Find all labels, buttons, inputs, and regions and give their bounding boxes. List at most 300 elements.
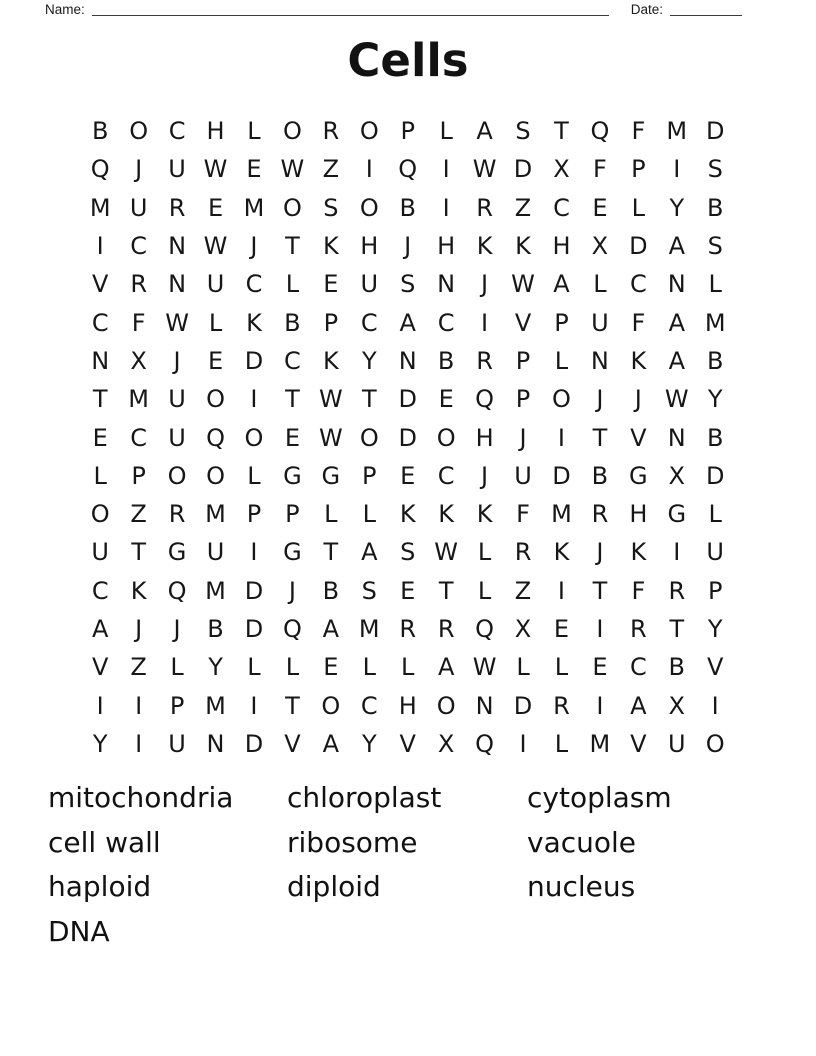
grid-letter-r3-c4: E bbox=[207, 193, 224, 222]
grid-letter-r12-c9: S bbox=[400, 538, 416, 567]
grid-letter-r16-c2: I bbox=[135, 691, 143, 720]
grid-letter-r5-c10: N bbox=[437, 270, 456, 299]
grid-letter-r3-c17: B bbox=[706, 193, 724, 222]
grid-letter-r14-c4: B bbox=[207, 615, 224, 643]
grid-letter-r16-c15: A bbox=[630, 691, 647, 720]
grid-letter-r4-c16: A bbox=[668, 232, 685, 261]
grid-letter-r7-c10: B bbox=[437, 346, 455, 375]
grid-letter-r10-c13: D bbox=[552, 461, 571, 490]
grid-letter-r9-c9: D bbox=[398, 423, 417, 452]
grid-letter-r10-c1: L bbox=[93, 461, 107, 490]
grid-letter-r17-c3: U bbox=[168, 729, 186, 758]
grid-letter-r4-c9: J bbox=[404, 232, 412, 261]
grid-letter-r13-c6: J bbox=[288, 576, 296, 605]
grid-letter-r9-c8: O bbox=[359, 423, 379, 452]
grid-letter-r15-c12: L bbox=[516, 653, 530, 682]
grid-letter-r2-c1: Q bbox=[90, 155, 110, 184]
grid-letter-r4-c3: N bbox=[168, 232, 187, 261]
word-item: diploid bbox=[287, 870, 381, 904]
grid-letter-r3-c1: M bbox=[89, 193, 111, 222]
grid-letter-r4-c10: H bbox=[437, 232, 456, 261]
grid-letter-r10-c8: P bbox=[362, 461, 377, 490]
grid-letter-r14-c5: D bbox=[244, 615, 264, 643]
grid-letter-r15-c6: L bbox=[285, 653, 300, 682]
grid-letter-r13-c3: Q bbox=[167, 576, 187, 605]
grid-letter-r14-c9: R bbox=[399, 615, 417, 643]
grid-letter-r2-c15: P bbox=[631, 155, 646, 184]
grid-letter-r5-c2: R bbox=[130, 270, 147, 299]
grid-letter-r5-c15: C bbox=[629, 270, 647, 299]
grid-letter-r13-c14: T bbox=[592, 576, 608, 605]
grid-letter-r15-c17: V bbox=[707, 653, 724, 682]
grid-letter-r12-c3: G bbox=[167, 538, 187, 567]
grid-letter-r8-c17: Y bbox=[707, 385, 723, 414]
grid-letter-r7-c9: N bbox=[398, 346, 417, 375]
grid-letter-r16-c5: I bbox=[250, 691, 258, 720]
grid-letter-r12-c13: K bbox=[553, 538, 570, 567]
grid-letter-r16-c13: R bbox=[553, 691, 570, 720]
grid-letter-r5-c5: C bbox=[245, 270, 263, 299]
grid-letter-r13-c2: K bbox=[130, 576, 147, 605]
grid-letter-r9-c15: V bbox=[630, 423, 647, 452]
grid-letter-r11-c13: M bbox=[551, 500, 572, 529]
grid-letter-r4-c2: C bbox=[130, 232, 148, 261]
grid-letter-r6-c16: A bbox=[668, 308, 685, 337]
grid-letter-r11-c15: H bbox=[629, 500, 648, 529]
grid-letter-r17-c9: V bbox=[399, 729, 416, 758]
grid-letter-r2-c17: S bbox=[707, 155, 723, 184]
grid-letter-r17-c4: N bbox=[206, 729, 225, 758]
grid-letter-r8-c1: T bbox=[92, 385, 108, 414]
grid-letter-r13-c16: R bbox=[668, 576, 686, 605]
grid-letter-r7-c11: R bbox=[476, 346, 493, 375]
grid-letter-r16-c1: I bbox=[96, 691, 104, 720]
grid-letter-r1-c2: O bbox=[129, 117, 149, 146]
grid-letter-r14-c14: I bbox=[596, 615, 604, 643]
grid-letter-r1-c9: P bbox=[400, 117, 415, 146]
grid-letter-r15-c16: B bbox=[668, 653, 686, 682]
grid-letter-r7-c14: N bbox=[590, 346, 609, 375]
grid-letter-r6-c4: L bbox=[208, 308, 223, 337]
grid-letter-r8-c2: M bbox=[128, 385, 150, 414]
grid-letter-r16-c8: C bbox=[360, 691, 378, 720]
grid-letter-r13-c9: E bbox=[400, 576, 416, 605]
grid-letter-r4-c5: J bbox=[250, 232, 258, 261]
grid-letter-r2-c11: W bbox=[472, 155, 497, 184]
grid-letter-r5-c1: V bbox=[92, 270, 109, 299]
grid-letter-r3-c13: C bbox=[553, 193, 570, 222]
grid-letter-r10-c14: B bbox=[591, 461, 609, 490]
grid-letter-r1-c15: F bbox=[631, 117, 646, 146]
grid-letter-r2-c16: I bbox=[673, 155, 681, 184]
grid-letter-r1-c4: H bbox=[206, 117, 225, 146]
grid-letter-r14-c10: R bbox=[437, 615, 455, 643]
grid-letter-r11-c10: K bbox=[438, 500, 455, 529]
grid-letter-r1-c11: A bbox=[476, 117, 493, 146]
grid-letter-r9-c10: O bbox=[436, 423, 456, 452]
date-label: Date: bbox=[630, 2, 663, 17]
grid-letter-r7-c4: E bbox=[207, 346, 224, 375]
grid-letter-r11-c14: R bbox=[591, 500, 609, 529]
grid-letter-r3-c3: R bbox=[168, 193, 186, 222]
grid-letter-r16-c16: X bbox=[668, 691, 685, 720]
grid-letter-r4-c8: H bbox=[360, 232, 379, 261]
grid-letter-r10-c12: U bbox=[514, 461, 532, 490]
grid-letter-r15-c8: L bbox=[362, 653, 376, 682]
grid-letter-r4-c7: K bbox=[322, 232, 339, 261]
grid-letter-r6-c10: C bbox=[437, 308, 455, 337]
grid-letter-r3-c10: I bbox=[442, 193, 450, 222]
grid-letter-r13-c17: P bbox=[707, 576, 723, 605]
grid-letter-r10-c17: D bbox=[705, 461, 725, 490]
word-item: cytoplasm bbox=[527, 781, 672, 814]
grid-letter-r16-c14: I bbox=[596, 691, 604, 720]
grid-letter-r14-c2: J bbox=[135, 615, 143, 643]
grid-letter-r1-c10: L bbox=[439, 117, 453, 146]
grid-letter-r13-c7: B bbox=[322, 576, 340, 605]
grid-letter-r6-c13: P bbox=[554, 308, 569, 337]
word-item: DNA bbox=[48, 914, 110, 948]
grid-letter-r5-c13: A bbox=[553, 270, 570, 299]
grid-letter-r12-c16: I bbox=[673, 538, 681, 567]
word-item: mitochondria bbox=[48, 781, 234, 814]
word-list-column-3 bbox=[527, 776, 672, 910]
grid-letter-r17-c17: O bbox=[705, 729, 725, 758]
grid-letter-r8-c13: O bbox=[552, 385, 571, 414]
grid-letter-r12-c6: G bbox=[283, 538, 302, 567]
grid-letter-r15-c4: Y bbox=[208, 653, 223, 682]
grid-letter-r9-c5: O bbox=[244, 423, 264, 452]
grid-letter-r1-c17: D bbox=[705, 117, 725, 146]
word-item: ribosome bbox=[287, 825, 418, 859]
grid-letter-r12-c12: R bbox=[514, 538, 532, 567]
grid-letter-r9-c14: T bbox=[592, 423, 608, 452]
grid-letter-r11-c6: P bbox=[285, 500, 300, 529]
grid-letter-r9-c13: I bbox=[557, 423, 565, 452]
grid-letter-r12-c14: J bbox=[596, 538, 604, 567]
grid-letter-r6-c6: B bbox=[284, 308, 301, 337]
grid-letter-r12-c2: T bbox=[131, 538, 146, 567]
word-item: vacuole bbox=[527, 825, 637, 859]
grid-letter-r5-c9: S bbox=[400, 270, 416, 299]
grid-letter-r1-c1: B bbox=[91, 117, 109, 146]
grid-letter-r12-c10: W bbox=[434, 538, 459, 567]
grid-letter-r14-c1: A bbox=[92, 615, 109, 643]
grid-letter-r6-c3: W bbox=[165, 308, 189, 337]
grid-letter-r11-c5: P bbox=[246, 500, 262, 529]
grid-letter-r9-c3: U bbox=[168, 423, 186, 452]
grid-letter-r13-c8: S bbox=[361, 576, 377, 605]
grid-letter-r16-c7: O bbox=[321, 691, 341, 720]
grid-letter-r15-c2: Z bbox=[130, 653, 147, 682]
grid-letter-r11-c2: Z bbox=[130, 500, 147, 529]
grid-letter-r8-c3: U bbox=[168, 385, 186, 414]
grid-letter-r6-c1: C bbox=[91, 308, 109, 337]
grid-letter-r12-c1: U bbox=[91, 538, 109, 567]
date-blank-line bbox=[670, 2, 742, 16]
grid-letter-r5-c14: L bbox=[593, 270, 607, 299]
grid-letter-r5-c8: U bbox=[360, 270, 379, 299]
grid-letter-r6-c7: P bbox=[323, 308, 339, 337]
grid-letter-r14-c11: Q bbox=[475, 615, 495, 643]
grid-letter-r4-c4: W bbox=[203, 232, 228, 261]
grid-letter-r9-c16: N bbox=[667, 423, 686, 452]
grid-letter-r8-c4: O bbox=[206, 385, 225, 414]
grid-letter-r10-c15: G bbox=[629, 461, 648, 490]
grid-letter-r2-c3: U bbox=[168, 155, 186, 184]
grid-letter-r4-c14: X bbox=[591, 232, 609, 261]
grid-letter-r6-c14: U bbox=[591, 308, 609, 337]
grid-letter-r12-c7: T bbox=[323, 538, 339, 567]
grid-letter-r8-c9: D bbox=[398, 385, 417, 414]
grid-letter-r16-c6: T bbox=[285, 691, 300, 720]
grid-letter-r14-c13: E bbox=[553, 615, 570, 643]
grid-letter-r5-c11: J bbox=[481, 270, 489, 299]
grid-letter-r8-c8: T bbox=[361, 385, 377, 414]
grid-letter-r17-c11: Q bbox=[475, 729, 495, 758]
grid-letter-r6-c15: F bbox=[631, 308, 646, 337]
grid-letter-r16-c11: N bbox=[475, 691, 494, 720]
grid-letter-r1-c6: O bbox=[282, 117, 302, 146]
grid-letter-r10-c3: O bbox=[167, 461, 187, 490]
grid-letter-r10-c4: O bbox=[206, 461, 225, 490]
grid-letter-r4-c15: D bbox=[629, 232, 648, 261]
grid-letter-r12-c11: L bbox=[477, 538, 492, 567]
word-list-column-2 bbox=[287, 776, 527, 910]
name-label: Name: bbox=[45, 2, 85, 17]
grid-letter-r13-c12: Z bbox=[514, 576, 532, 605]
grid-letter-r3-c15: L bbox=[631, 193, 646, 222]
grid-letter-r14-c15: R bbox=[630, 615, 647, 643]
grid-letter-r10-c9: E bbox=[400, 461, 416, 490]
grid-letter-r17-c15: V bbox=[630, 729, 647, 758]
grid-letter-r12-c4: U bbox=[206, 538, 225, 567]
grid-letter-r17-c8: Y bbox=[361, 729, 377, 758]
grid-letter-r2-c4: W bbox=[203, 155, 228, 184]
grid-letter-r8-c16: W bbox=[664, 385, 689, 414]
grid-letter-r9-c12: J bbox=[519, 423, 527, 452]
word-list bbox=[48, 776, 672, 954]
grid-letter-r3-c7: S bbox=[323, 193, 339, 222]
grid-letter-r12-c17: U bbox=[706, 538, 724, 567]
grid-letter-r17-c7: A bbox=[322, 729, 340, 758]
grid-letter-r13-c15: F bbox=[631, 576, 646, 605]
grid-letter-r8-c14: J bbox=[596, 385, 604, 414]
grid-letter-r13-c13: I bbox=[557, 576, 565, 605]
grid-letter-r6-c2: F bbox=[131, 308, 146, 337]
grid-letter-r15-c10: A bbox=[437, 653, 455, 682]
grid-letter-r7-c13: L bbox=[554, 346, 569, 375]
grid-letter-r8-c6: T bbox=[285, 385, 300, 414]
grid-letter-r3-c12: Z bbox=[514, 193, 532, 222]
grid-letter-r12-c8: A bbox=[361, 538, 378, 567]
name-blank-line bbox=[92, 2, 609, 16]
grid-letter-r2-c7: Z bbox=[322, 155, 340, 184]
grid-letter-r7-c2: X bbox=[130, 346, 147, 375]
grid-letter-r10-c16: X bbox=[668, 461, 685, 490]
word-list-column-1 bbox=[48, 776, 287, 954]
grid-letter-r5-c3: N bbox=[168, 270, 187, 299]
grid-letter-r7-c3: J bbox=[173, 346, 181, 375]
grid-letter-r10-c7: G bbox=[321, 461, 341, 490]
grid-letter-r11-c7: L bbox=[324, 500, 338, 529]
grid-letter-r11-c12: F bbox=[516, 500, 530, 529]
grid-letter-r11-c8: L bbox=[362, 500, 376, 529]
grid-letter-r4-c12: K bbox=[515, 232, 531, 261]
grid-letter-r16-c9: H bbox=[398, 691, 417, 720]
grid-letter-r15-c5: L bbox=[247, 653, 261, 682]
grid-letter-r14-c16: T bbox=[669, 615, 685, 643]
grid-letter-r3-c16: Y bbox=[669, 193, 685, 222]
grid-letter-r11-c11: K bbox=[476, 500, 493, 529]
grid-letter-r5-c17: L bbox=[708, 270, 722, 299]
grid-letter-r16-c17: I bbox=[711, 691, 719, 720]
grid-letter-r10-c6: G bbox=[283, 461, 302, 490]
grid-letter-r9-c11: H bbox=[475, 423, 494, 452]
grid-letter-r17-c12: I bbox=[519, 729, 527, 758]
grid-letter-r16-c3: P bbox=[169, 691, 185, 720]
grid-letter-r4-c11: K bbox=[476, 232, 493, 261]
word-item: nucleus bbox=[527, 870, 636, 904]
grid-letter-r11-c9: K bbox=[399, 500, 416, 529]
grid-letter-r8-c11: Q bbox=[475, 385, 495, 414]
grid-letter-r14-c6: Q bbox=[282, 615, 302, 643]
grid-letter-r5-c12: W bbox=[511, 270, 535, 299]
grid-letter-r16-c12: D bbox=[513, 691, 533, 720]
grid-letter-r11-c3: R bbox=[168, 500, 186, 529]
grid-letter-r6-c17: M bbox=[704, 308, 726, 337]
grid-letter-r9-c6: E bbox=[284, 423, 300, 452]
grid-letter-r3-c2: U bbox=[129, 193, 148, 222]
grid-letter-r10-c5: L bbox=[247, 461, 261, 490]
word-item: cell wall bbox=[48, 825, 161, 859]
grid-letter-r16-c4: M bbox=[205, 691, 226, 720]
grid-letter-r13-c11: L bbox=[477, 576, 492, 605]
grid-letter-r17-c5: D bbox=[244, 729, 264, 758]
grid-letter-r8-c12: P bbox=[515, 385, 531, 414]
grid-letter-r1-c16: M bbox=[666, 117, 688, 146]
grid-letter-r7-c12: P bbox=[515, 346, 531, 375]
grid-letter-r15-c13: L bbox=[554, 653, 569, 682]
grid-letter-r1-c3: C bbox=[168, 117, 186, 146]
grid-letter-r1-c7: R bbox=[322, 117, 340, 146]
grid-letter-r2-c2: J bbox=[135, 155, 143, 184]
grid-letter-r8-c15: J bbox=[634, 385, 642, 414]
word-item: chloroplast bbox=[287, 781, 442, 814]
grid-letter-r15-c11: W bbox=[472, 653, 497, 682]
grid-letter-r17-c1: Y bbox=[92, 729, 108, 758]
page-header bbox=[45, 2, 742, 18]
grid-letter-r15-c15: C bbox=[629, 653, 647, 682]
grid-letter-r7-c5: D bbox=[244, 346, 264, 375]
grid-letter-r9-c17: B bbox=[706, 423, 724, 452]
grid-letter-r17-c14: M bbox=[589, 729, 611, 758]
grid-letter-r3-c8: O bbox=[359, 193, 379, 222]
grid-letter-r11-c17: L bbox=[708, 500, 722, 529]
grid-letter-r14-c12: X bbox=[514, 615, 532, 643]
letter-grid bbox=[81, 112, 734, 763]
grid-letter-r3-c11: R bbox=[476, 193, 493, 222]
page-title: Cells bbox=[347, 34, 469, 87]
grid-letter-r6-c5: K bbox=[246, 308, 262, 337]
grid-letter-r8-c5: I bbox=[250, 385, 258, 414]
grid-letter-r9-c7: W bbox=[318, 423, 343, 452]
grid-letter-r14-c7: A bbox=[322, 615, 340, 643]
grid-letter-r7-c8: Y bbox=[361, 346, 377, 375]
grid-letter-r5-c7: E bbox=[323, 270, 339, 299]
grid-letter-r12-c5: I bbox=[250, 538, 258, 567]
grid-letter-r15-c3: L bbox=[170, 653, 184, 682]
grid-letter-r16-c10: O bbox=[436, 691, 456, 720]
word-item: haploid bbox=[48, 870, 152, 904]
grid-letter-r5-c4: U bbox=[206, 270, 225, 299]
grid-letter-r2-c6: W bbox=[280, 155, 305, 184]
grid-letter-r4-c13: H bbox=[552, 232, 571, 261]
grid-letter-r6-c9: A bbox=[399, 308, 416, 337]
grid-letter-r6-c12: V bbox=[514, 308, 532, 337]
grid-letter-r4-c1: I bbox=[96, 232, 104, 261]
grid-letter-r15-c1: V bbox=[92, 653, 109, 682]
grid-letter-r14-c17: Y bbox=[707, 615, 723, 643]
grid-letter-r17-c10: X bbox=[437, 729, 455, 758]
grid-letter-r2-c5: E bbox=[246, 155, 262, 184]
grid-letter-r6-c8: C bbox=[360, 308, 378, 337]
grid-letter-r7-c7: K bbox=[322, 346, 339, 375]
grid-letter-r15-c7: E bbox=[323, 653, 339, 682]
grid-letter-r13-c10: T bbox=[438, 576, 454, 605]
grid-letter-r17-c6: V bbox=[284, 729, 301, 758]
grid-letter-r1-c14: Q bbox=[590, 117, 610, 146]
grid-letter-r5-c6: L bbox=[285, 270, 300, 299]
grid-letter-r4-c6: T bbox=[285, 232, 300, 261]
grid-letter-r8-c7: W bbox=[318, 385, 343, 414]
grid-letter-r13-c4: M bbox=[205, 576, 226, 605]
grid-letter-r15-c14: E bbox=[592, 653, 608, 682]
grid-letter-r1-c12: S bbox=[515, 117, 531, 146]
grid-letter-r10-c2: P bbox=[131, 461, 146, 490]
grid-letter-r2-c9: Q bbox=[398, 155, 418, 184]
grid-letter-r3-c5: M bbox=[243, 193, 265, 222]
grid-letter-r11-c4: M bbox=[205, 500, 226, 529]
grid-letter-r1-c13: T bbox=[554, 117, 569, 146]
grid-letter-r2-c10: I bbox=[442, 155, 450, 184]
grid-letter-r4-c17: S bbox=[707, 232, 723, 261]
grid-letter-r1-c5: L bbox=[247, 117, 261, 146]
grid-letter-r7-c6: C bbox=[284, 346, 301, 375]
grid-letter-r2-c14: F bbox=[593, 155, 607, 184]
grid-letter-r6-c11: I bbox=[481, 308, 489, 337]
grid-letter-r12-c15: K bbox=[630, 538, 647, 567]
grid-letter-r3-c9: B bbox=[399, 193, 416, 222]
grid-letter-r9-c1: E bbox=[92, 423, 108, 452]
grid-letter-r10-c10: C bbox=[437, 461, 455, 490]
grid-letter-r3-c6: O bbox=[282, 193, 302, 222]
grid-letter-r11-c16: G bbox=[667, 500, 687, 529]
grid-letter-r14-c3: J bbox=[173, 615, 181, 643]
grid-letter-r7-c1: N bbox=[91, 346, 110, 375]
grid-letter-r13-c1: C bbox=[91, 576, 109, 605]
grid-letter-r3-c14: E bbox=[592, 193, 608, 222]
grid-letter-r1-c8: O bbox=[359, 117, 379, 146]
grid-letter-r2-c12: D bbox=[513, 155, 533, 184]
grid-letter-r13-c5: D bbox=[244, 576, 264, 605]
grid-letter-r7-c15: K bbox=[630, 346, 647, 375]
grid-letter-r2-c8: I bbox=[365, 155, 373, 184]
grid-letter-r8-c10: E bbox=[438, 385, 454, 414]
grid-letter-r15-c9: L bbox=[401, 653, 415, 682]
grid-letter-r9-c4: Q bbox=[206, 423, 225, 452]
grid-letter-r7-c16: A bbox=[668, 346, 685, 375]
